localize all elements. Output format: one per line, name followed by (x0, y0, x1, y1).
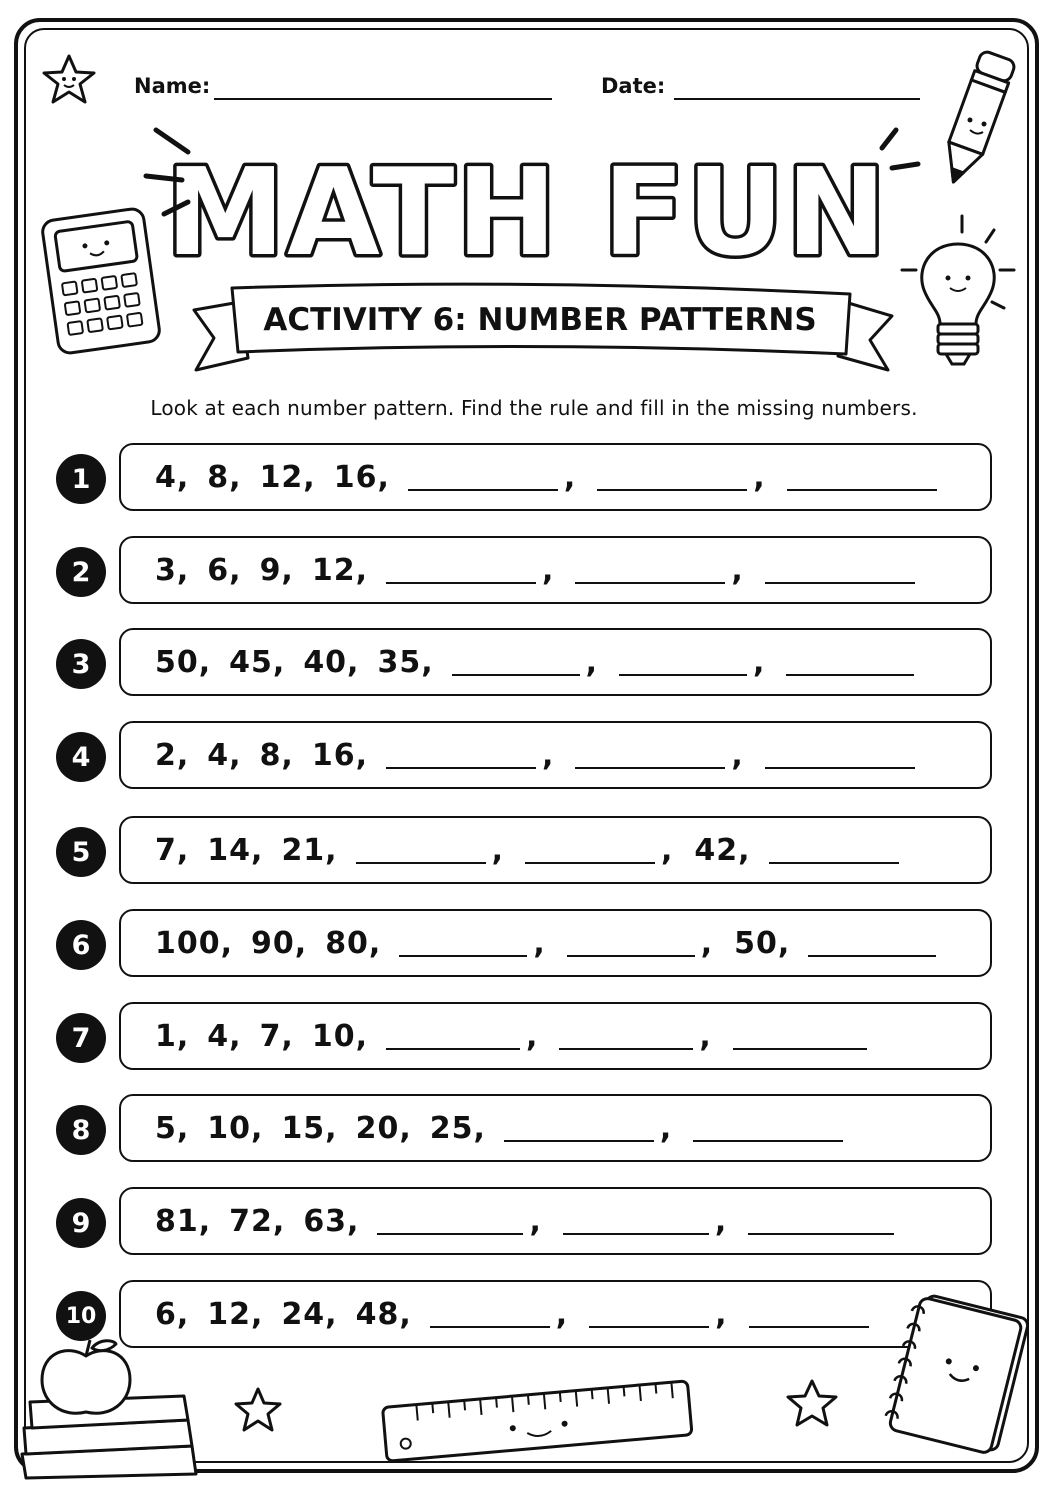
pattern-box (119, 1187, 992, 1255)
pattern-box (119, 536, 992, 604)
calculator-icon (38, 206, 164, 356)
answer-blank[interactable] (765, 556, 915, 584)
problem-number: 10 (56, 1291, 106, 1341)
pattern-box (119, 1002, 992, 1070)
pattern-number: 4, (207, 1018, 242, 1054)
pattern-number: 35, (377, 644, 434, 680)
ruler-icon (378, 1370, 698, 1466)
problem-row (54, 909, 999, 983)
star-icon (232, 1386, 284, 1434)
separator: , (753, 644, 765, 680)
separator: , (714, 1203, 727, 1239)
separator: , (542, 737, 554, 773)
pattern-number: 5, (155, 1110, 190, 1146)
problem-number: 3 (56, 639, 106, 689)
separator: , (700, 925, 713, 961)
pattern-number: 50, (734, 925, 791, 961)
problem-number: 5 (56, 827, 106, 877)
light-bulb-icon (892, 208, 1022, 370)
pattern-number: 48, (355, 1296, 412, 1332)
name-field[interactable] (214, 98, 552, 100)
pattern-number: 4, (207, 737, 242, 773)
answer-blank[interactable] (589, 1300, 709, 1328)
separator: , (715, 1296, 727, 1332)
pattern-box (119, 909, 992, 977)
pattern-number: 7, (259, 1018, 294, 1054)
separator: , (491, 832, 503, 868)
answer-blank[interactable] (575, 741, 725, 769)
answer-blank[interactable] (765, 741, 915, 769)
pattern-box (119, 1094, 992, 1162)
separator: , (529, 1203, 541, 1239)
answer-blank[interactable] (567, 929, 695, 957)
pattern-number: 45, (229, 644, 286, 680)
problem-number: 9 (56, 1198, 106, 1248)
date-label: Date: (601, 74, 666, 98)
pattern-number: 50, (155, 644, 212, 680)
problem-row (54, 1094, 999, 1168)
pattern-number: 12, (259, 459, 316, 495)
problem-number: 6 (56, 920, 106, 970)
problem-number: 1 (56, 454, 106, 504)
separator: , (661, 832, 673, 868)
answer-blank[interactable] (808, 929, 936, 957)
pattern-number: 81, (155, 1203, 212, 1239)
answer-blank[interactable] (575, 556, 725, 584)
answer-blank[interactable] (787, 463, 937, 491)
separator: , (563, 459, 576, 495)
pattern-number: 16, (333, 459, 390, 495)
separator: , (555, 1296, 568, 1332)
separator: , (659, 1110, 672, 1146)
answer-blank[interactable] (356, 836, 486, 864)
problem-row (54, 1187, 999, 1261)
pattern-box (119, 721, 992, 789)
answer-blank[interactable] (748, 1207, 894, 1235)
pattern-number: 6, (207, 552, 242, 588)
pencil-icon (930, 46, 1022, 194)
apple-icon (16, 1336, 208, 1484)
pattern-box (119, 628, 992, 696)
pattern-number: 15, (281, 1110, 338, 1146)
pattern-box (119, 443, 992, 511)
answer-blank[interactable] (408, 463, 558, 491)
pattern-number: 8, (259, 737, 294, 773)
pattern-number: 90, (251, 925, 308, 961)
separator: , (533, 925, 545, 961)
problem-number: 2 (56, 547, 106, 597)
problem-row (54, 628, 999, 702)
star-icon (784, 1378, 840, 1430)
pattern-number: 14, (207, 832, 264, 868)
separator: , (731, 737, 743, 773)
answer-blank[interactable] (769, 836, 899, 864)
pattern-number: 4, (155, 459, 190, 495)
answer-blank[interactable] (399, 929, 527, 957)
answer-blank[interactable] (559, 1022, 693, 1050)
pattern-number: 1, (155, 1018, 190, 1054)
notebook-icon (880, 1290, 1036, 1458)
answer-blank[interactable] (786, 648, 914, 676)
pattern-number: 63, (303, 1203, 360, 1239)
problem-number: 4 (56, 732, 106, 782)
pattern-number: 20, (355, 1110, 412, 1146)
name-label: Name: (134, 74, 211, 98)
pattern-number: 8, (207, 459, 242, 495)
pattern-number: 24, (281, 1296, 338, 1332)
pattern-number: 12, (207, 1296, 264, 1332)
pattern-number: 16, (311, 737, 368, 773)
pattern-number: 42, (694, 832, 751, 868)
problem-row (54, 1002, 999, 1076)
pattern-box (119, 816, 992, 884)
answer-blank[interactable] (733, 1022, 867, 1050)
answer-blank[interactable] (430, 1300, 550, 1328)
answer-blank[interactable] (693, 1114, 843, 1142)
separator: , (699, 1018, 711, 1054)
answer-blank[interactable] (504, 1114, 654, 1142)
pattern-number: 2, (155, 737, 190, 773)
problem-row (54, 816, 999, 890)
pattern-number: 12, (311, 552, 368, 588)
problem-row (54, 443, 999, 517)
answer-blank[interactable] (619, 648, 747, 676)
answer-blank[interactable] (525, 836, 655, 864)
date-field[interactable] (674, 98, 920, 100)
separator: , (585, 644, 598, 680)
problem-number: 7 (56, 1013, 106, 1063)
pattern-number: 72, (229, 1203, 286, 1239)
separator: , (526, 1018, 538, 1054)
pattern-number: 80, (325, 925, 382, 961)
answer-blank[interactable] (563, 1207, 709, 1235)
pattern-number: 21, (281, 832, 338, 868)
problem-number: 8 (56, 1105, 106, 1155)
pattern-number: 6, (155, 1296, 190, 1332)
separator: , (753, 459, 765, 495)
answer-blank[interactable] (377, 1207, 523, 1235)
separator: , (731, 552, 743, 588)
pattern-number: 10, (311, 1018, 368, 1054)
pattern-number: 9, (259, 552, 294, 588)
answer-blank[interactable] (386, 556, 536, 584)
answer-blank[interactable] (452, 648, 580, 676)
answer-blank[interactable] (597, 463, 747, 491)
instructions: Look at each number pattern. Find the rule and fill in the missing numbers. (150, 396, 918, 420)
pattern-number: 7, (155, 832, 190, 868)
pattern-box (119, 1280, 992, 1348)
pattern-number: 25, (429, 1110, 486, 1146)
pattern-number: 10, (207, 1110, 264, 1146)
star-icon (38, 52, 100, 108)
pattern-number: 40, (303, 644, 360, 680)
pattern-number: 100, (155, 925, 234, 961)
problem-row (54, 721, 999, 795)
pattern-number: 3, (155, 552, 190, 588)
svg-text:ACTIVITY 6: NUMBER PATTERNS: ACTIVITY 6: NUMBER PATTERNS (263, 302, 817, 338)
answer-blank[interactable] (386, 741, 536, 769)
svg-text:MATH FUN: MATH FUN (165, 144, 889, 283)
separator: , (542, 552, 554, 588)
answer-blank[interactable] (749, 1300, 869, 1328)
answer-blank[interactable] (386, 1022, 520, 1050)
problem-row (54, 536, 999, 610)
